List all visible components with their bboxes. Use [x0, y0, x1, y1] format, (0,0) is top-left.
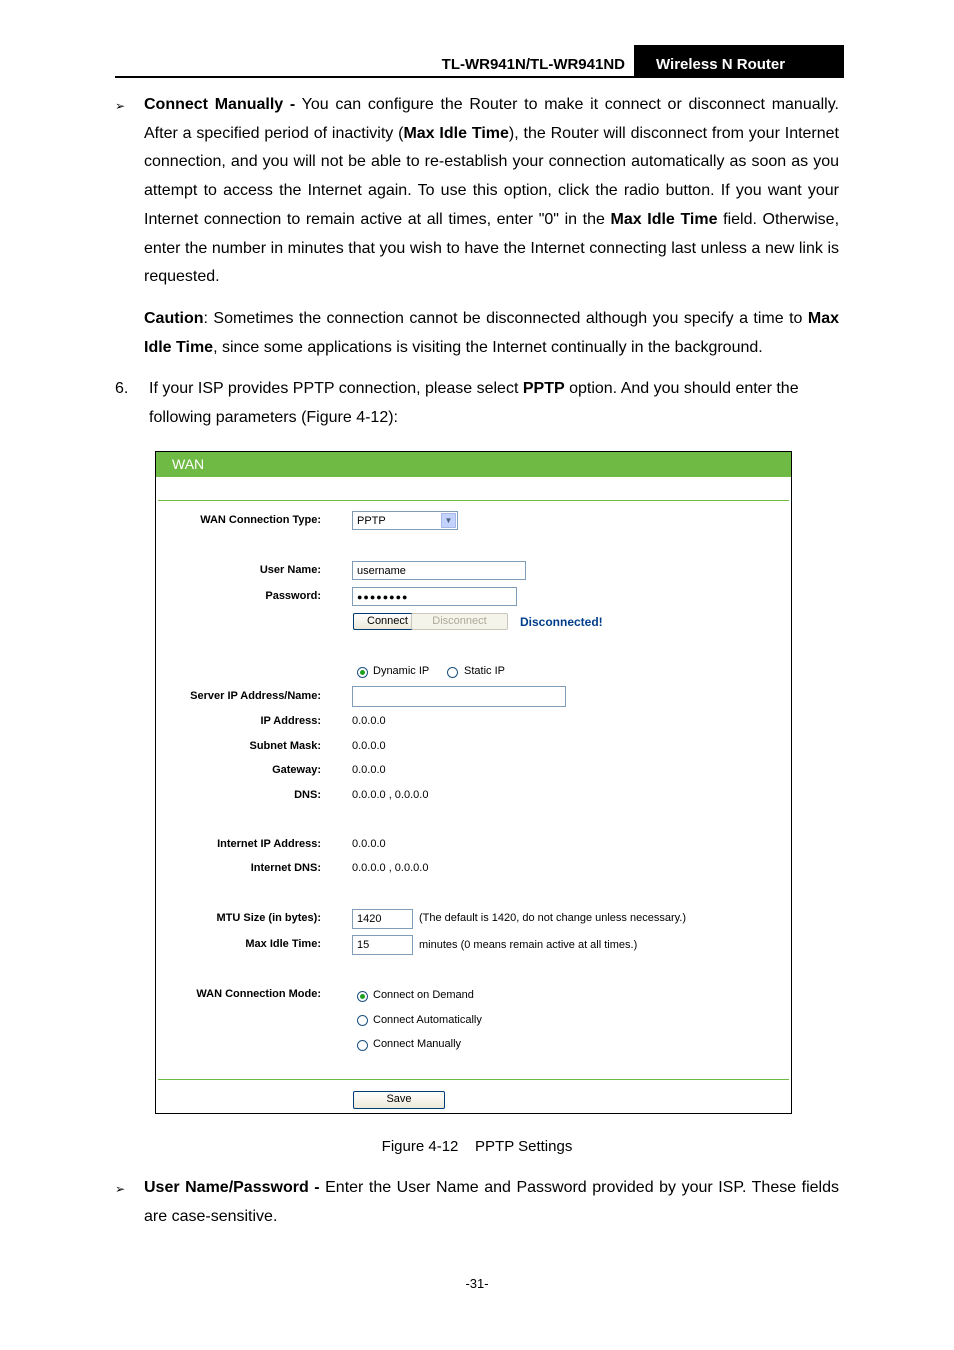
user-name-input[interactable]: username [352, 561, 526, 580]
connect-button[interactable]: Connect [353, 613, 422, 630]
connect-automatically-label: Connect Automatically [373, 1014, 482, 1026]
wan-connection-mode-label: WAN Connection Mode: [196, 988, 321, 1000]
step6-text-2: option. And you should enter the following parameters (Figure 4-12): [149, 380, 799, 426]
user-name-label: User Name: [259, 564, 321, 576]
caution-term: Caution [144, 310, 204, 327]
server-ip-input[interactable] [352, 686, 566, 707]
gateway-value: 0.0.0.0 [352, 764, 386, 776]
server-ip-label: Server IP Address/Name: [190, 690, 321, 702]
step6-text-1: If your ISP provides PPTP connection, please select [149, 380, 523, 397]
user-password-text: Enter the User Name and Password provided by your ISP. These fields are case-sensitive. [144, 1179, 840, 1225]
internet-dns-label: Internet DNS: [250, 862, 321, 874]
connect-automatically-radio[interactable] [357, 1015, 368, 1026]
dns-value: 0.0.0.0 , 0.0.0.0 [352, 789, 429, 801]
static-ip-radio[interactable] [447, 667, 458, 678]
internet-ip-value: 0.0.0.0 [352, 838, 386, 850]
internet-ip-label: Internet IP Address: [217, 838, 321, 850]
header-model: TL-WR941N/TL-WR941ND [441, 56, 625, 73]
static-ip-label: Static IP [464, 665, 505, 677]
wan-connection-type-select[interactable] [352, 511, 458, 530]
connection-status: Disconnected! [520, 615, 603, 629]
step-number: 6. [115, 380, 129, 397]
header-rule [115, 76, 844, 78]
bullet-icon: ➢ [115, 1182, 126, 1196]
wan-connection-type-value: PPTP [357, 515, 386, 527]
dns-label: DNS: [294, 789, 321, 801]
wan-connection-type-label: WAN Connection Type: [200, 514, 321, 526]
divider-bottom [158, 1079, 789, 1080]
step6-paragraph [149, 375, 839, 432]
panel-title: WAN [156, 452, 791, 477]
max-idle-time-input[interactable]: 15 [352, 935, 413, 955]
connect-manually-term: Connect Manually - [144, 96, 296, 113]
max-idle-time-hint: minutes (0 means remain active at all times.) [419, 939, 638, 951]
chevron-down-icon[interactable]: ▼ [441, 513, 456, 528]
ip-address-value: 0.0.0.0 [352, 715, 386, 727]
connect-manually-radio[interactable] [357, 1040, 368, 1051]
header-product-badge: Wireless N Router [634, 45, 844, 77]
password-label: Password: [265, 590, 321, 602]
ip-address-label: IP Address: [260, 715, 321, 727]
max-idle-time-label: Max Idle Time: [245, 938, 321, 950]
connect-manually-paragraph [144, 91, 839, 292]
figure-caption: Figure 4-12 PPTP Settings [381, 1138, 573, 1155]
dynamic-ip-radio[interactable] [357, 667, 368, 678]
gateway-label: Gateway: [272, 764, 321, 776]
connect-on-demand-label: Connect on Demand [373, 989, 474, 1001]
pptp-term: PPTP [522, 380, 565, 397]
user-password-term: User Name/Password - [144, 1179, 320, 1196]
connect-manually-text-2: ), the Router will disconnect from your Internet connection, and you will not be able to re-establish your connection automatically as soon as you attempt to access the Internet again. To use this option, click the radio button. If you want your Internet connection to remain active at all times, enter "0" in the [144, 124, 839, 228]
caution-text-2: , since some applications is visiting the Internet continually in the background. [213, 338, 763, 356]
subnet-mask-label: Subnet Mask: [249, 740, 321, 752]
mtu-size-label: MTU Size (in bytes): [216, 912, 321, 924]
connect-on-demand-radio[interactable] [357, 991, 368, 1002]
page-number: -31- [465, 1276, 489, 1291]
password-input[interactable]: ●●●●●●●● [352, 587, 517, 606]
bullet-icon: ➢ [115, 99, 126, 113]
mtu-size-input[interactable]: 1420 [352, 909, 413, 929]
max-idle-term: Max Idle Time [144, 310, 839, 356]
connect-manually-text-1: You can configure the Router to make it connect or disconnect manually. After a specified period of inactivity ( [144, 96, 839, 142]
connect-manually-label: Connect Manually [373, 1038, 462, 1050]
max-idle-term: Max Idle Time [403, 124, 509, 142]
save-button[interactable]: Save [353, 1091, 445, 1109]
user-password-paragraph [144, 1174, 839, 1231]
divider-top [158, 500, 789, 501]
wan-settings-panel [155, 451, 792, 1114]
internet-dns-value: 0.0.0.0 , 0.0.0.0 [352, 862, 429, 874]
subnet-mask-value: 0.0.0.0 [352, 740, 386, 752]
max-idle-term: Max Idle Time [610, 210, 718, 228]
caution-text-1: : Sometimes the connection cannot be disconnected although you specify a time to [203, 310, 808, 327]
caution-paragraph [144, 305, 839, 362]
dynamic-ip-label: Dynamic IP [373, 665, 430, 677]
connect-manually-text-3: field. Otherwise, enter the number in minutes that you wish to have the Internet connecting last unless a new link is requested. [144, 210, 840, 286]
disconnect-button[interactable]: Disconnect [411, 613, 508, 630]
mtu-size-hint: (The default is 1420, do not change unless necessary.) [419, 912, 687, 924]
